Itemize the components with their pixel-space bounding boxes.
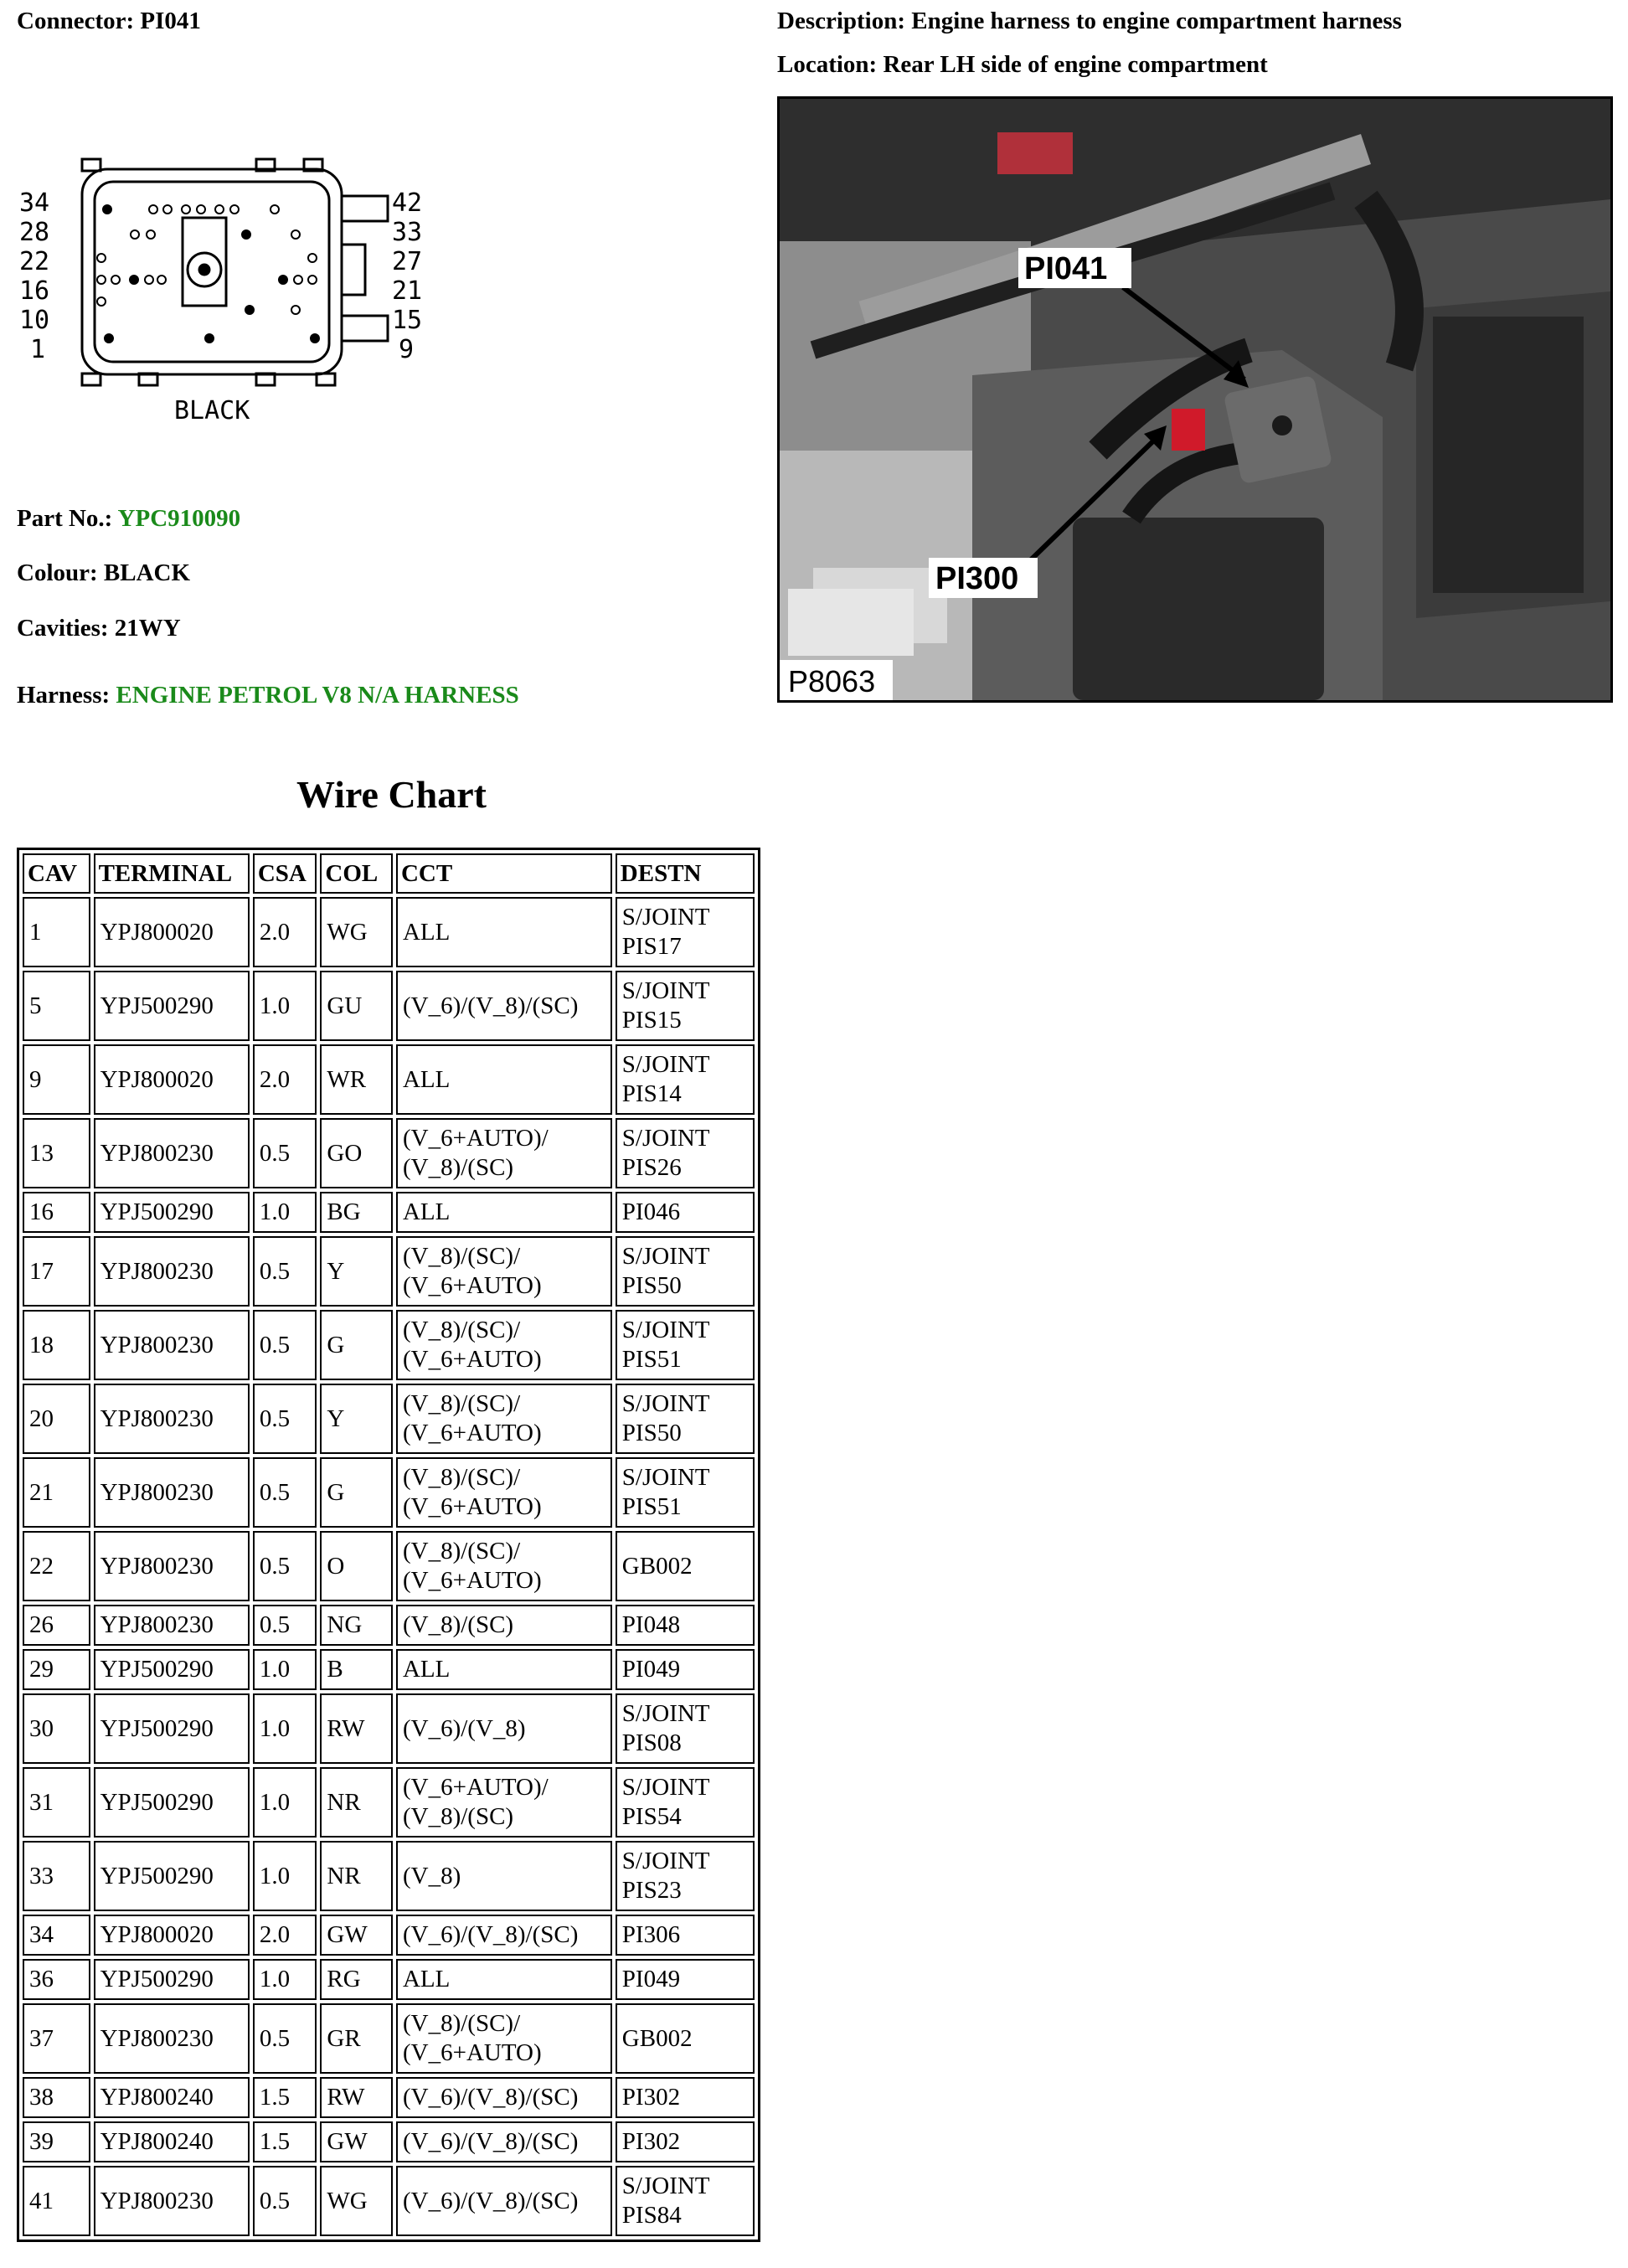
destn-cell-line: GB002	[621, 2024, 693, 2052]
col-cell: RG	[320, 1959, 393, 2000]
destn-cell	[616, 1649, 755, 1690]
col-cell: NR	[320, 1767, 393, 1838]
destn-cell-line: S/JOINT	[621, 1464, 710, 1491]
col-cell: B	[320, 1649, 393, 1690]
col-cell: WG	[320, 897, 393, 967]
cct-cell	[396, 897, 612, 967]
part-no-value[interactable]: YPC910090	[117, 505, 241, 532]
cct-cell-line: (V_6+AUTO)	[402, 1420, 542, 1446]
destn-cell-line: S/JOINT	[621, 904, 710, 930]
table-row	[23, 1915, 755, 1956]
table-row	[23, 1767, 755, 1838]
destn-cell	[616, 1531, 755, 1601]
cct-cell-line: (V_6)/(V_8)/(SC)	[402, 2128, 579, 2155]
csa-cell: 0.5	[253, 1118, 317, 1188]
harness-line	[17, 683, 519, 709]
destn-cell-line: PIS50	[621, 1272, 682, 1299]
csa-cell: 2.0	[253, 1915, 317, 1956]
cav-cell: 20	[23, 1384, 90, 1454]
cav-cell: 13	[23, 1118, 90, 1188]
terminal-cell: YPJ800230	[94, 2003, 250, 2074]
cct-cell-line: (V_8)/(SC)/	[402, 1317, 521, 1343]
table-row	[23, 1236, 755, 1307]
cct-cell	[396, 971, 612, 1041]
col-cell: GW	[320, 1915, 393, 1956]
cct-cell-line: (V_6+AUTO)	[402, 1567, 542, 1594]
cct-cell	[396, 1649, 612, 1690]
table-row	[23, 1384, 755, 1454]
destn-cell-line: S/JOINT	[621, 2173, 710, 2199]
pin-number-right: 21	[392, 276, 423, 306]
destn-cell-line: PI302	[621, 2128, 681, 2155]
table-row	[23, 1605, 755, 1646]
cct-cell-line: (V_8)	[402, 1862, 461, 1889]
pin-number-right: 27	[392, 247, 423, 276]
cav-cell: 31	[23, 1767, 90, 1838]
terminal-cell: YPJ500290	[94, 1649, 250, 1690]
cct-cell	[396, 1236, 612, 1307]
table-row	[23, 2003, 755, 2074]
terminal-cell: YPJ500290	[94, 1959, 250, 2000]
cct-cell-line: (V_6+AUTO)	[402, 2039, 542, 2066]
csa-cell: 1.0	[253, 971, 317, 1041]
cct-cell-line: (V_6+AUTO)	[402, 1493, 542, 1520]
terminal-cell: YPJ800240	[94, 2077, 250, 2118]
cct-cell	[396, 2166, 612, 2236]
csa-cell: 1.5	[253, 2077, 317, 2118]
cav-cell: 30	[23, 1693, 90, 1764]
destn-cell	[616, 1044, 755, 1115]
col-cell: WG	[320, 2166, 393, 2236]
table-row	[23, 2121, 755, 2162]
connector-line	[17, 8, 201, 35]
table-row	[23, 1310, 755, 1380]
destn-cell	[616, 2077, 755, 2118]
destn-cell-line: S/JOINT	[621, 1243, 710, 1270]
terminal-cell: YPJ800020	[94, 897, 250, 967]
cav-cell: 38	[23, 2077, 90, 2118]
destn-cell-line: S/JOINT	[621, 977, 710, 1004]
cavities-value: 21WY	[114, 615, 181, 642]
cav-cell: 5	[23, 971, 90, 1041]
cav-cell: 36	[23, 1959, 90, 2000]
table-row	[23, 2077, 755, 2118]
connector-value: PI041	[140, 8, 201, 34]
csa-cell: 0.5	[253, 1384, 317, 1454]
terminal-cell: YPJ800020	[94, 1044, 250, 1115]
terminal-cell: YPJ800230	[94, 1236, 250, 1307]
col-cell: GO	[320, 1118, 393, 1188]
harness-value[interactable]: ENGINE PETROL V8 N/A HARNESS	[116, 682, 519, 709]
destn-cell-line: PI048	[621, 1611, 681, 1638]
col-cell: Y	[320, 1236, 393, 1307]
csa-cell: 1.0	[253, 1767, 317, 1838]
pin-number-right: 15	[392, 306, 423, 335]
col-cell: Y	[320, 1384, 393, 1454]
harness-label: Harness:	[17, 682, 111, 709]
cct-cell	[396, 1192, 612, 1233]
terminal-cell: YPJ500290	[94, 1841, 250, 1911]
engine-compartment-photo	[777, 96, 1613, 703]
pin-number-left: 28	[19, 218, 50, 247]
location-label: Location:	[777, 51, 878, 78]
table-row	[23, 1457, 755, 1528]
cct-cell-line: (V_8)/(SC)	[402, 1803, 514, 1830]
cct-cell-line: (V_8)/(SC)/	[402, 1390, 521, 1417]
destn-cell-line: S/JOINT	[621, 1390, 710, 1417]
table-row	[23, 1044, 755, 1115]
cct-cell-line: ALL	[402, 918, 451, 946]
csa-cell: 0.5	[253, 1310, 317, 1380]
cct-cell	[396, 1959, 612, 2000]
cct-cell	[396, 1118, 612, 1188]
column-header-cct: CCT	[396, 853, 612, 894]
csa-cell: 1.0	[253, 1649, 317, 1690]
cct-cell-line: (V_6)/(V_8)/(SC)	[402, 2084, 579, 2111]
destn-cell-line: PIS08	[621, 1729, 682, 1756]
cav-cell: 22	[23, 1531, 90, 1601]
terminal-cell: YPJ800230	[94, 1457, 250, 1528]
terminal-cell: YPJ800230	[94, 1118, 250, 1188]
cct-cell	[396, 1605, 612, 1646]
destn-cell	[616, 1767, 755, 1838]
csa-cell: 1.0	[253, 1192, 317, 1233]
cavities-line	[17, 616, 181, 642]
table-row	[23, 2166, 755, 2236]
description-label: Description:	[777, 8, 906, 34]
column-header-csa: CSA	[253, 853, 317, 894]
cct-cell	[396, 1310, 612, 1380]
destn-cell-line: PIS54	[621, 1803, 682, 1830]
cavities-label: Cavities:	[17, 615, 109, 642]
col-cell: O	[320, 1531, 393, 1601]
table-row	[23, 1649, 755, 1690]
destn-cell-line: PIS50	[621, 1420, 682, 1446]
terminal-cell: YPJ500290	[94, 971, 250, 1041]
terminal-cell: YPJ800230	[94, 2166, 250, 2236]
destn-cell-line: S/JOINT	[621, 1700, 710, 1727]
cct-cell-line: (V_6+AUTO)/	[402, 1125, 549, 1152]
destn-cell	[616, 1841, 755, 1911]
cct-cell	[396, 1531, 612, 1601]
wire-chart-header-row	[23, 853, 755, 894]
cct-cell-line: (V_6)/(V_8)/(SC)	[402, 2187, 579, 2214]
cav-cell: 41	[23, 2166, 90, 2236]
cav-cell: 34	[23, 1915, 90, 1956]
destn-cell-line: S/JOINT	[621, 1774, 710, 1801]
cct-cell-line: ALL	[402, 1656, 451, 1683]
location-value: Rear LH side of engine compartment	[883, 51, 1268, 78]
destn-cell	[616, 1457, 755, 1528]
destn-cell	[616, 1236, 755, 1307]
cct-cell-line: (V_6+AUTO)	[402, 1272, 542, 1299]
terminal-cell: YPJ800230	[94, 1531, 250, 1601]
cav-cell: 9	[23, 1044, 90, 1115]
diagram-colour-caption: BLACK	[174, 396, 250, 425]
terminal-cell: YPJ500290	[94, 1767, 250, 1838]
destn-cell-line: PIS17	[621, 933, 682, 960]
cct-cell-line: ALL	[402, 1198, 451, 1225]
cct-cell-line: ALL	[402, 1966, 451, 1992]
cct-cell-line: (V_8)/(SC)/	[402, 1538, 521, 1564]
connector-diagram	[15, 152, 434, 429]
destn-cell	[616, 2003, 755, 2074]
terminal-cell: YPJ800230	[94, 1605, 250, 1646]
csa-cell: 1.0	[253, 1693, 317, 1764]
destn-cell-line: PIS14	[621, 1080, 682, 1107]
destn-cell	[616, 1118, 755, 1188]
column-header-terminal: TERMINAL	[94, 853, 250, 894]
cct-cell	[396, 1767, 612, 1838]
pin-number-left: 10	[19, 306, 50, 335]
destn-cell	[616, 2121, 755, 2162]
cct-cell	[396, 1457, 612, 1528]
csa-cell: 0.5	[253, 2166, 317, 2236]
destn-cell-line: PIS23	[621, 1877, 682, 1904]
photo-callout-pi041: PI041	[1024, 251, 1108, 286]
pin-number-right: 9	[399, 335, 415, 364]
connector-label: Connector:	[17, 8, 135, 34]
csa-cell: 1.0	[253, 1959, 317, 2000]
destn-cell	[616, 897, 755, 967]
destn-cell	[616, 1605, 755, 1646]
pin-number-left: 34	[19, 188, 50, 218]
cct-cell-line: (V_6)/(V_8)/(SC)	[402, 992, 579, 1019]
col-cell: NG	[320, 1605, 393, 1646]
destn-cell	[616, 1384, 755, 1454]
description-value: Engine harness to engine compartment harness	[911, 8, 1402, 34]
cct-cell	[396, 1915, 612, 1956]
col-cell: WR	[320, 1044, 393, 1115]
pin-number-left: 16	[19, 276, 50, 306]
col-cell: NR	[320, 1841, 393, 1911]
csa-cell: 2.0	[253, 1044, 317, 1115]
table-row	[23, 1192, 755, 1233]
col-cell: RW	[320, 2077, 393, 2118]
cct-cell-line: (V_8)/(SC)/	[402, 2010, 521, 2037]
terminal-cell: YPJ800230	[94, 1384, 250, 1454]
csa-cell: 0.5	[253, 1236, 317, 1307]
col-cell: RW	[320, 1693, 393, 1764]
pin-number-left: 22	[19, 247, 50, 276]
csa-cell: 1.0	[253, 1841, 317, 1911]
colour-value: BLACK	[103, 559, 191, 586]
col-cell: GW	[320, 2121, 393, 2162]
destn-cell-line: PI306	[621, 1921, 681, 1948]
destn-cell	[616, 1310, 755, 1380]
cct-cell	[396, 1841, 612, 1911]
terminal-cell: YPJ800230	[94, 1310, 250, 1380]
csa-cell: 2.0	[253, 897, 317, 967]
terminal-cell: YPJ800240	[94, 2121, 250, 2162]
destn-cell	[616, 2166, 755, 2236]
cct-cell-line: (V_8)/(SC)	[402, 1154, 514, 1181]
col-cell: GU	[320, 971, 393, 1041]
destn-cell-line: S/JOINT	[621, 1848, 710, 1874]
csa-cell: 0.5	[253, 1531, 317, 1601]
wire-chart-body	[23, 897, 755, 2236]
terminal-cell: YPJ500290	[94, 1693, 250, 1764]
destn-cell-line: PIS15	[621, 1007, 682, 1033]
cav-cell: 17	[23, 1236, 90, 1307]
cct-cell-line: (V_6)/(V_8)	[402, 1714, 526, 1742]
cav-cell: 1	[23, 897, 90, 967]
cav-cell: 39	[23, 2121, 90, 2162]
cct-cell-line: ALL	[402, 1065, 451, 1093]
destn-cell-line: PI302	[621, 2084, 681, 2111]
table-row	[23, 1959, 755, 2000]
part-no-line	[17, 506, 240, 533]
cct-cell	[396, 1693, 612, 1764]
cct-cell-line: (V_8)/(SC)	[402, 1611, 514, 1638]
part-no-label: Part No.:	[17, 505, 113, 532]
csa-cell: 0.5	[253, 1457, 317, 1528]
description-line	[777, 8, 1402, 35]
csa-cell: 1.5	[253, 2121, 317, 2162]
wire-chart-title: Wire Chart	[296, 773, 487, 816]
destn-cell	[616, 1693, 755, 1764]
table-row	[23, 1118, 755, 1188]
csa-cell: 0.5	[253, 2003, 317, 2074]
destn-cell-line: PI046	[621, 1198, 681, 1225]
pin-number-right: 42	[392, 188, 423, 218]
table-row	[23, 1531, 755, 1601]
cct-cell	[396, 1384, 612, 1454]
col-cell: G	[320, 1457, 393, 1528]
table-row	[23, 1841, 755, 1911]
destn-cell	[616, 1959, 755, 2000]
photo-figure-id: P8063	[788, 664, 876, 698]
cct-cell-line: (V_8)/(SC)/	[402, 1243, 521, 1270]
destn-cell-line: PI049	[621, 1656, 681, 1683]
colour-label: Colour:	[17, 559, 98, 586]
cav-cell: 18	[23, 1310, 90, 1380]
column-header-cav: CAV	[23, 853, 90, 894]
destn-cell	[616, 971, 755, 1041]
col-cell: G	[320, 1310, 393, 1380]
column-header-destn: DESTN	[616, 853, 755, 894]
cav-cell: 29	[23, 1649, 90, 1690]
location-line	[777, 52, 1268, 79]
destn-cell-line: S/JOINT	[621, 1317, 710, 1343]
cct-cell-line: (V_6)/(V_8)/(SC)	[402, 1921, 579, 1948]
pin-number-right: 33	[392, 218, 423, 247]
destn-cell-line: PIS51	[621, 1493, 682, 1520]
destn-cell-line: S/JOINT	[621, 1051, 710, 1078]
cct-cell	[396, 2121, 612, 2162]
col-cell: BG	[320, 1192, 393, 1233]
destn-cell-line: PI049	[621, 1966, 681, 1992]
destn-cell-line: GB002	[621, 1552, 693, 1580]
wire-chart-table	[17, 848, 760, 2242]
column-header-col: COL	[320, 853, 393, 894]
cct-cell-line: (V_6+AUTO)	[402, 1346, 542, 1373]
colour-line	[17, 560, 190, 587]
csa-cell: 0.5	[253, 1605, 317, 1646]
cav-cell: 16	[23, 1192, 90, 1233]
pin-number-left: 1	[30, 335, 46, 364]
col-cell: GR	[320, 2003, 393, 2074]
cct-cell	[396, 2003, 612, 2074]
destn-cell	[616, 1192, 755, 1233]
cct-cell	[396, 2077, 612, 2118]
destn-cell-line: PIS26	[621, 1154, 682, 1181]
destn-cell-line: S/JOINT	[621, 1125, 710, 1152]
destn-cell-line: PIS84	[621, 2202, 682, 2229]
table-row	[23, 971, 755, 1041]
photo-callout-pi300: PI300	[935, 561, 1019, 596]
terminal-cell: YPJ800020	[94, 1915, 250, 1956]
cav-cell: 26	[23, 1605, 90, 1646]
table-row	[23, 1693, 755, 1764]
cct-cell	[396, 1044, 612, 1115]
cav-cell: 37	[23, 2003, 90, 2074]
table-row	[23, 897, 755, 967]
cct-cell-line: (V_6+AUTO)/	[402, 1774, 549, 1801]
destn-cell	[616, 1915, 755, 1956]
destn-cell-line: PIS51	[621, 1346, 682, 1373]
cct-cell-line: (V_8)/(SC)/	[402, 1464, 521, 1491]
cav-cell: 21	[23, 1457, 90, 1528]
cav-cell: 33	[23, 1841, 90, 1911]
terminal-cell: YPJ500290	[94, 1192, 250, 1233]
